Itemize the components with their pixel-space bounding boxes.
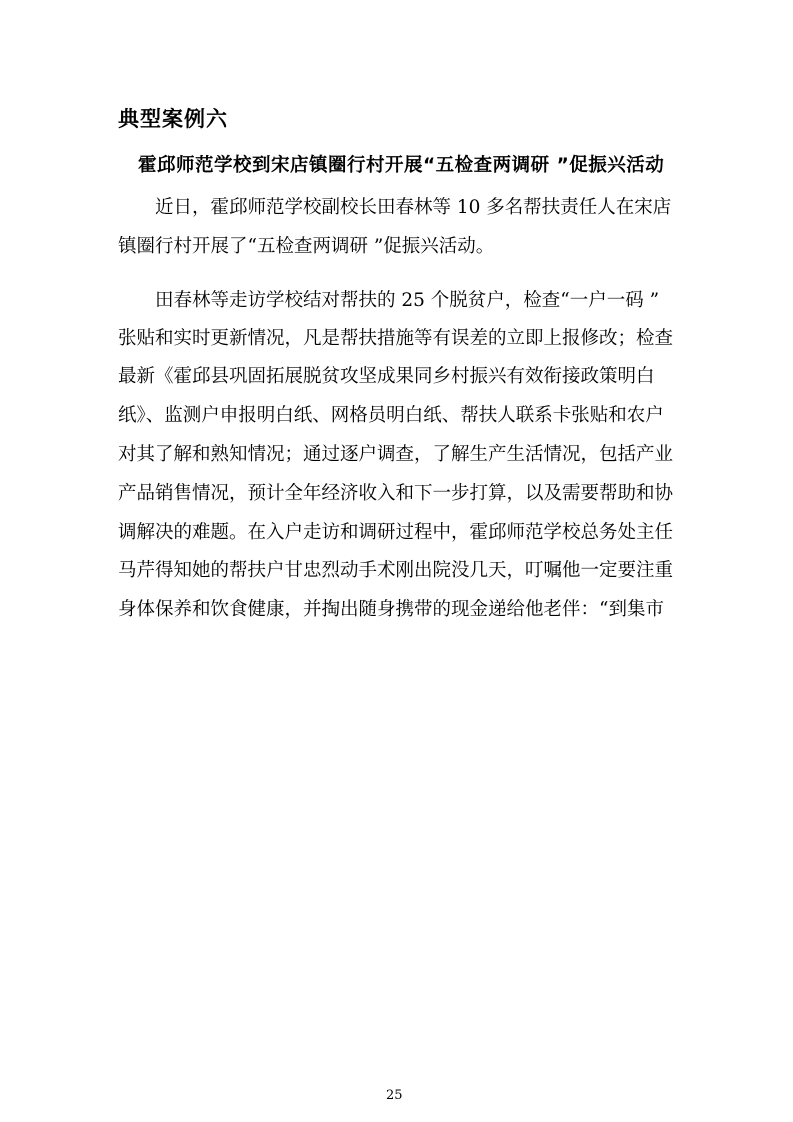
- paragraph-line: 产品销售情况，预计全年经济收入和下一步打算，以及需要帮助和协: [118, 483, 674, 504]
- paragraph-line: 马芹得知她的帮扶户甘忠烈动手术刚出院没几天，叮嘱他一定要注重: [118, 560, 674, 581]
- paragraph-line: 身体保养和饮食健康，并掏出随身携带的现金递给他老伴：“到集市: [118, 599, 664, 620]
- paragraph-line: 对其了解和熟知情况；通过逐户调查，了解生产生活情况，包括产业: [118, 444, 674, 465]
- page-number: 25: [386, 1088, 403, 1103]
- paragraph-line: 张贴和实时更新情况，凡是帮扶措施等有误差的立即上报修改；检查: [118, 328, 674, 349]
- section-heading: 典型案例六: [118, 107, 228, 131]
- paragraph-line: 纸》、监测户申报明白纸、网格员明白纸、帮扶人联系卡张贴和农户: [118, 405, 664, 426]
- article-title: 霍邱师范学校到宋店镇圈行村开展“五检查两调研 ”促振兴活动: [138, 155, 665, 176]
- paragraph-line: 近日，霍邱师范学校副校长田春林等 10 多名帮扶责任人在宋店: [155, 197, 672, 218]
- paragraph-line: 镇圈行村开展了“五检查两调研 ”促振兴活动。: [118, 236, 495, 257]
- paragraph-line: 最新《霍邱县巩固拓展脱贫攻坚成果同乡村振兴有效衔接政策明白: [118, 366, 655, 387]
- paragraph-line: 调解决的难题。在入户走访和调研过程中，霍邱师范学校总务处主任: [118, 522, 674, 543]
- paragraph-line: 田春林等走访学校结对帮扶的 25 个脱贫户，检查“一户一码 ”: [155, 290, 660, 311]
